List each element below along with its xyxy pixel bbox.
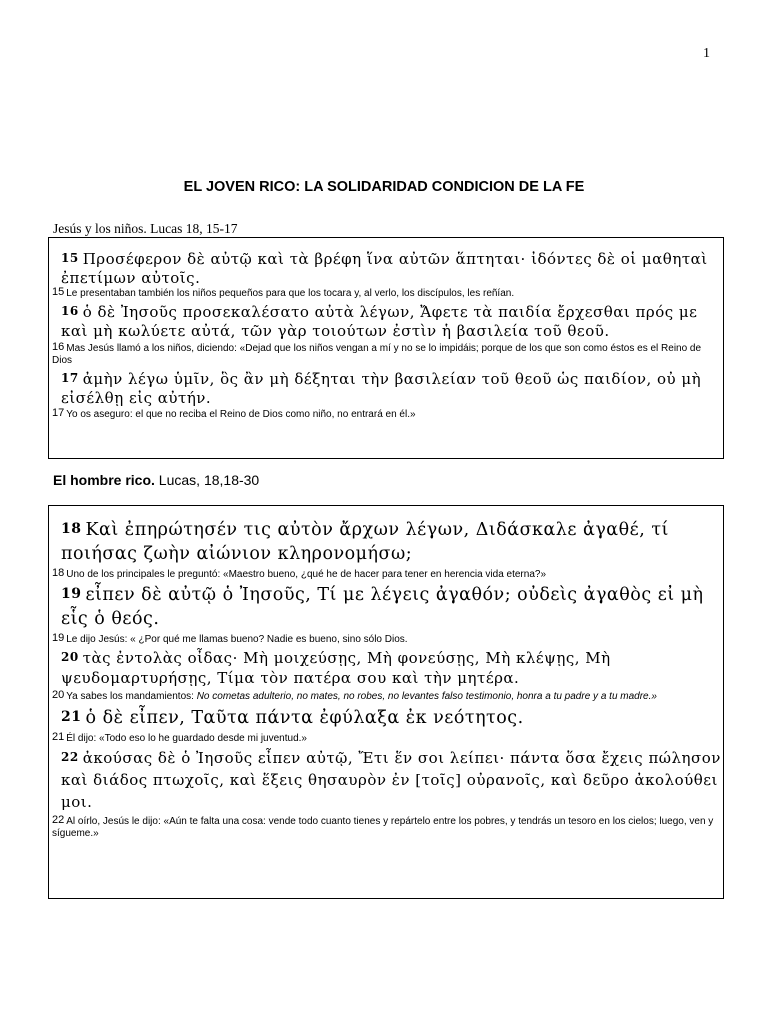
greek-text: εἶπεν δὲ αὐτῷ ὁ Ἰησοῦς, Τί με λέγεις ἀγαθόν; οὐδεὶς ἀγαθὸς εἰ μὴ εἷς ὁ θεός. <box>61 585 704 629</box>
heading-reference: Lucas, 18,18-30 <box>154 472 260 488</box>
translation-text: Él dijo: «Todo eso lo he guardado desde mi juventud.» <box>66 733 307 744</box>
greek-text: ἀμὴν λέγω ὑμῖν, ὃς ἂν μὴ δέξηται τὴν βασιλείαν τοῦ θεοῦ ὡς παιδίον, οὐ μὴ εἰσέλθῃ εἰς αὐτήν. <box>61 370 702 407</box>
page-number: 1 <box>703 46 710 61</box>
passage-box-children <box>48 237 724 459</box>
translation-number: 18 <box>52 567 65 579</box>
verse-number: 17 <box>61 371 79 385</box>
translation-number: 22 <box>52 814 65 826</box>
translation-number: 17 <box>52 407 65 419</box>
translation-17 <box>49 409 723 421</box>
greek-text: τὰς ἐντολὰς οἶδας· Μὴ μοιχεύσῃς, Μὴ φονεύσῃς, Μὴ κλέψῃς, Μὴ ψευδομαρτυρήσῃς, Τίμα τὸν πατέρα σου καὶ τὴν μητέρα. <box>61 649 611 687</box>
translation-text: Al oírlo, Jesús le dijo: «Aún te falta una cosa: vende todo cuanto tienes y repártelo entre los pobres, y tendrás un tesoro en los cielos; luego, ven y sígueme.» <box>52 816 714 839</box>
greek-text: ὁ δὲ Ἰησοῦς προσεκαλέσατο αὐτὰ λέγων, Ἄφετε τὰ παιδία ἔρχεσθαι πρός με καὶ μὴ κωλύετε αὐτά, τῶν γὰρ τοιούτων ἐστὶν ἡ βασιλεία τοῦ θεοῦ. <box>61 303 698 340</box>
translation-15 <box>49 288 723 300</box>
translation-text: Uno de los principales le preguntó: «Maestro bueno, ¿qué he de hacer para tener en herencia vida eterna?» <box>66 569 547 580</box>
translation-text-italic: No cometas adulterio, no mates, no robes, no levantes falso testimonio, honra a tu padre y a tu madre.» <box>196 691 657 702</box>
greek-text: ἀκούσας δὲ ὁ Ἰησοῦς εἶπεν αὐτῷ, Ἔτι ἕν σοι λείπει· πάντα ὅσα ἔχεις πώλησον καὶ διάδος πτωχοῖς, καὶ ἕξεις θησαυρὸν ἐν [τοῖς] οὐρανοῖς, καὶ δεῦρο ἀκολούθει μοι. <box>61 749 721 811</box>
translation-number: 16 <box>52 341 65 353</box>
verse-number: 16 <box>61 304 79 318</box>
translation-number: 21 <box>52 731 65 743</box>
verse-number: 20 <box>61 650 79 664</box>
translation-20 <box>49 691 723 703</box>
greek-verse-18 <box>49 518 723 566</box>
translation-number: 20 <box>52 689 65 701</box>
verse-number: 19 <box>61 586 82 602</box>
greek-verse-17 <box>49 370 723 408</box>
greek-verse-22 <box>49 747 723 813</box>
translation-text: Ya sabes los mandamientos: <box>66 691 197 702</box>
greek-text: Καὶ ἐπηρώτησέν τις αὐτὸν ἄρχων λέγων, Διδάσκαλε ἀγαθέ, τί ποιήσας ζωὴν αἰώνιον κληρονομήσω; <box>61 520 669 564</box>
heading-bold: El hombre rico. <box>53 472 155 488</box>
translation-text: Le presentaban también los niños pequeños para que los tocara y, al verlo, los discípulos, les reñían. <box>66 288 515 299</box>
document-title: EL JOVEN RICO: LA SOLIDARIDAD CONDICION DE LA FE <box>183 179 585 195</box>
translation-22 <box>49 816 723 840</box>
greek-text: ὁ δὲ εἶπεν, Ταῦτα πάντα ἐφύλαξα ἐκ νεότητος. <box>85 708 524 728</box>
translation-19 <box>49 634 723 646</box>
passage-box-rich-man <box>48 505 724 899</box>
section-heading-children: Jesús y los niños. Lucas 18, 15-17 <box>53 221 238 236</box>
translation-number: 15 <box>52 286 65 298</box>
verse-number: 15 <box>61 251 79 265</box>
verse-number: 18 <box>61 521 82 537</box>
translation-text: Yo os aseguro: el que no reciba el Reino de Dios como niño, no entrará en él.» <box>66 409 416 420</box>
greek-verse-19 <box>49 583 723 631</box>
translation-16 <box>49 343 723 367</box>
greek-verse-15 <box>49 250 723 288</box>
translation-text: Le dijo Jesús: « ¿Por qué me llamas bueno? Nadie es bueno, sino sólo Dios. <box>66 634 408 645</box>
greek-verse-21 <box>49 706 723 730</box>
greek-verse-20 <box>49 648 723 688</box>
section-heading-rich-man <box>53 472 259 488</box>
translation-text: Mas Jesús llamó a los niños, diciendo: «Dejad que los niños vengan a mí y no se lo impidáis; porque de los que son como éstos es el Reino de Dios <box>52 343 702 366</box>
greek-text: Προσέφερον δὲ αὐτῷ καὶ τὰ βρέφη ἵνα αὐτῶν ἅπτηται· ἰδόντες δὲ οἱ μαθηταὶ ἐπετίμων αὐτοῖς. <box>61 250 708 287</box>
translation-21 <box>49 733 723 745</box>
greek-verse-16 <box>49 303 723 341</box>
verse-number: 22 <box>61 750 79 764</box>
translation-18 <box>49 569 723 581</box>
verse-number: 21 <box>61 709 82 725</box>
translation-number: 19 <box>52 632 65 644</box>
